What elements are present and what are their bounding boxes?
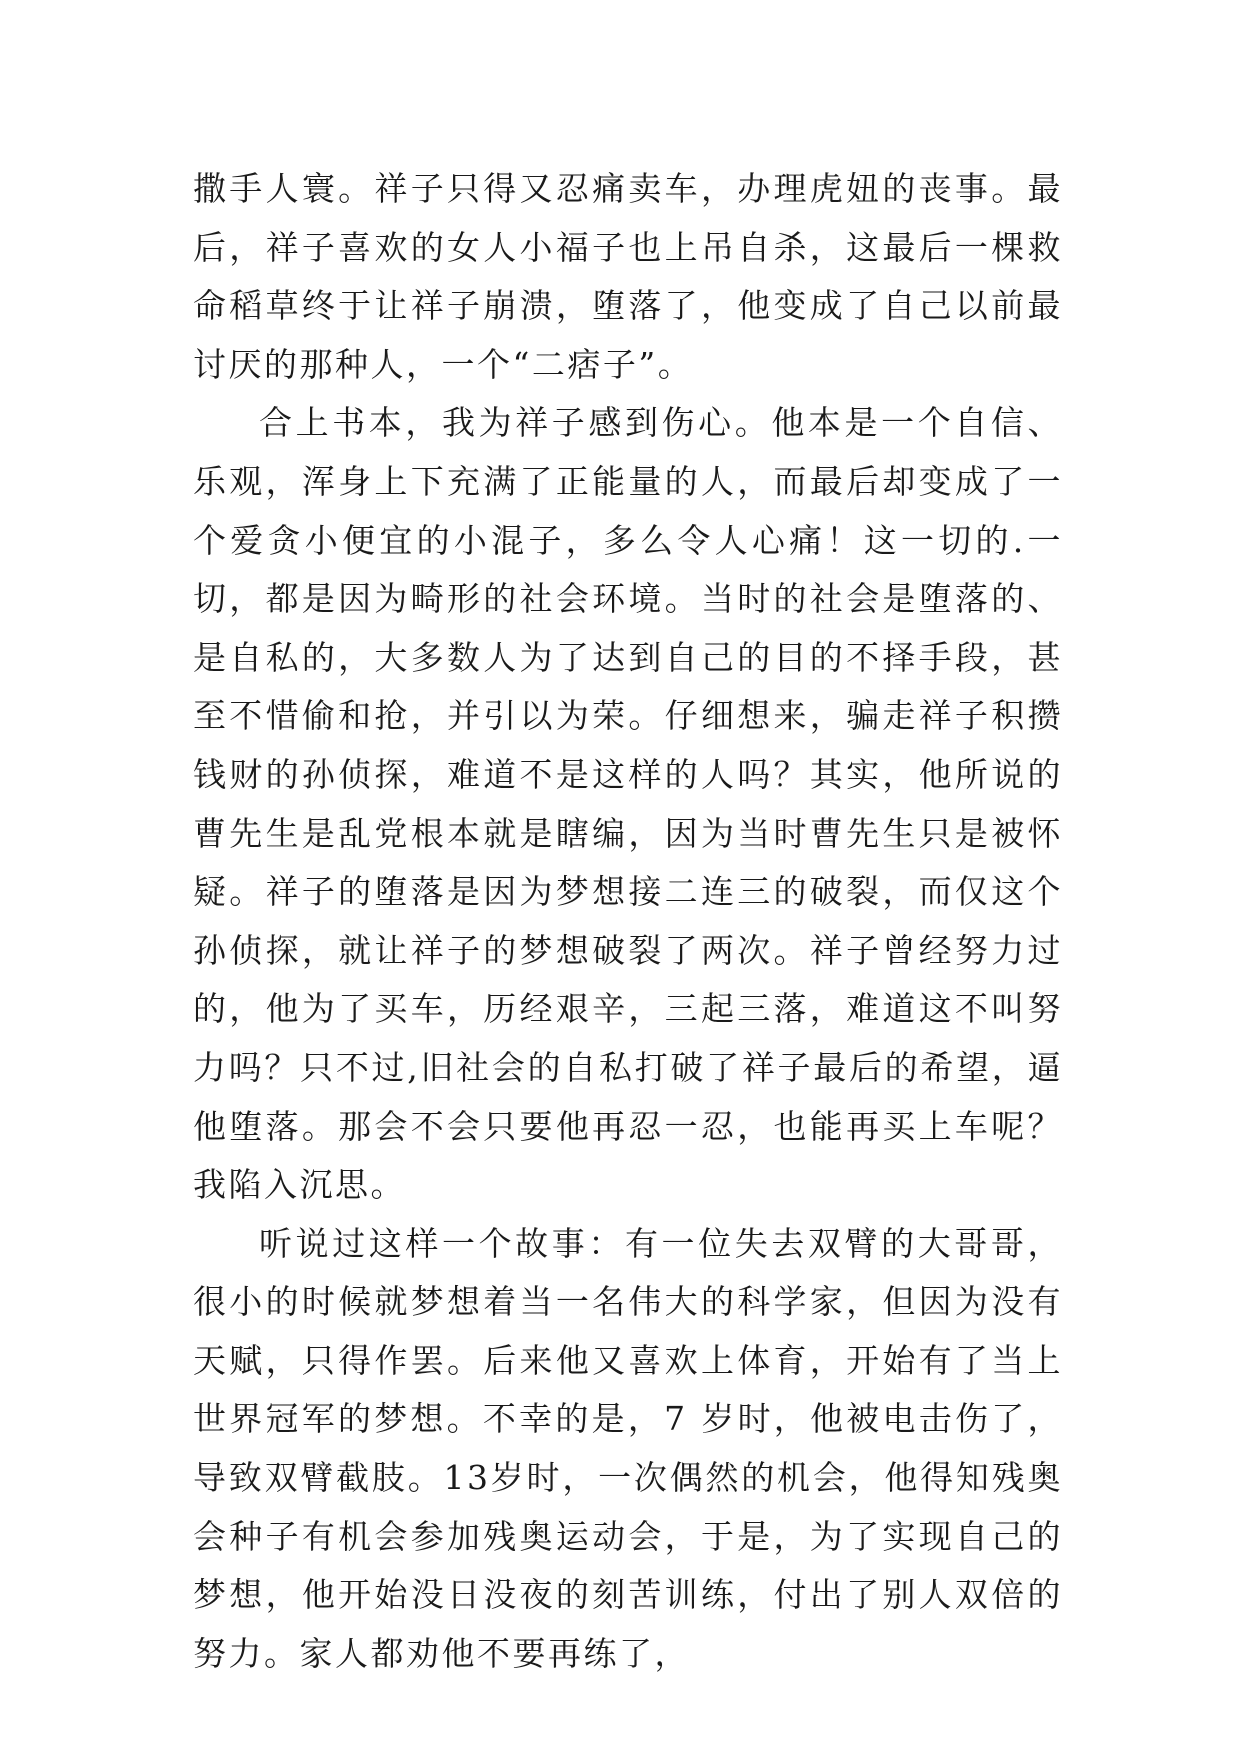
paragraph-2: 合上书本，我为祥子感到伤心。他本是一个自信、乐观，浑身上下充满了正能量的人，而最后却变成了一个爱贪小便宜的小混子，多么令人心痛！这一切的.一切，都是因为畸形的社会环境。当时的社会是堕落的、是自私的，大多数人为了达到自己的目的不择手段，甚至不惜偷和抢，并引以为荣。仔细想来，骗走祥子积攒钱财的孙侦探，难道不是这样的人吗？其实，他所说的曹先生是乱党根本就是瞎编，因为当时曹先生只是被怀疑。祥子的堕落是因为梦想接二连三的破裂，而仅这个孙侦探，就让祥子的梦想破裂了两次。祥子曾经努力过的，他为了买车，历经艰辛，三起三落，难道这不叫努力吗？只不过,旧社会的自私打破了祥子最后的希望，逼他堕落。那会不会只要他再忍一忍，也能再买上车呢？我陷入沉思。 [193,403,1063,1205]
document-body [193,160,1063,1683]
paragraph-3: 听说过这样一个故事：有一位失去双臂的大哥哥，很小的时候就梦想着当一名伟大的科学家，但因为没有天赋，只得作罢。后来他又喜欢上体育，开始有了当上世界冠军的梦想。不幸的是，7 岁时，他被电击伤了，导致双臂截肢。13岁时，一次偶然的机会，他得知残奥会种子有机会参加残奥运动会，于是，为了实现自己的梦想，他开始没日没夜的刻苦训练，付出了别人双倍的努力。家人都劝他不要再练了， [193,1223,1063,1673]
paragraph-1: 撒手人寰。祥子只得又忍痛卖车，办理虎妞的丧事。最后，祥子喜欢的女人小福子也上吊自杀，这最后一棵救命稻草终于让祥子崩溃，堕落了，他变成了自己以前最讨厌的那种人，一个“二痞子”。 [193,169,1063,384]
